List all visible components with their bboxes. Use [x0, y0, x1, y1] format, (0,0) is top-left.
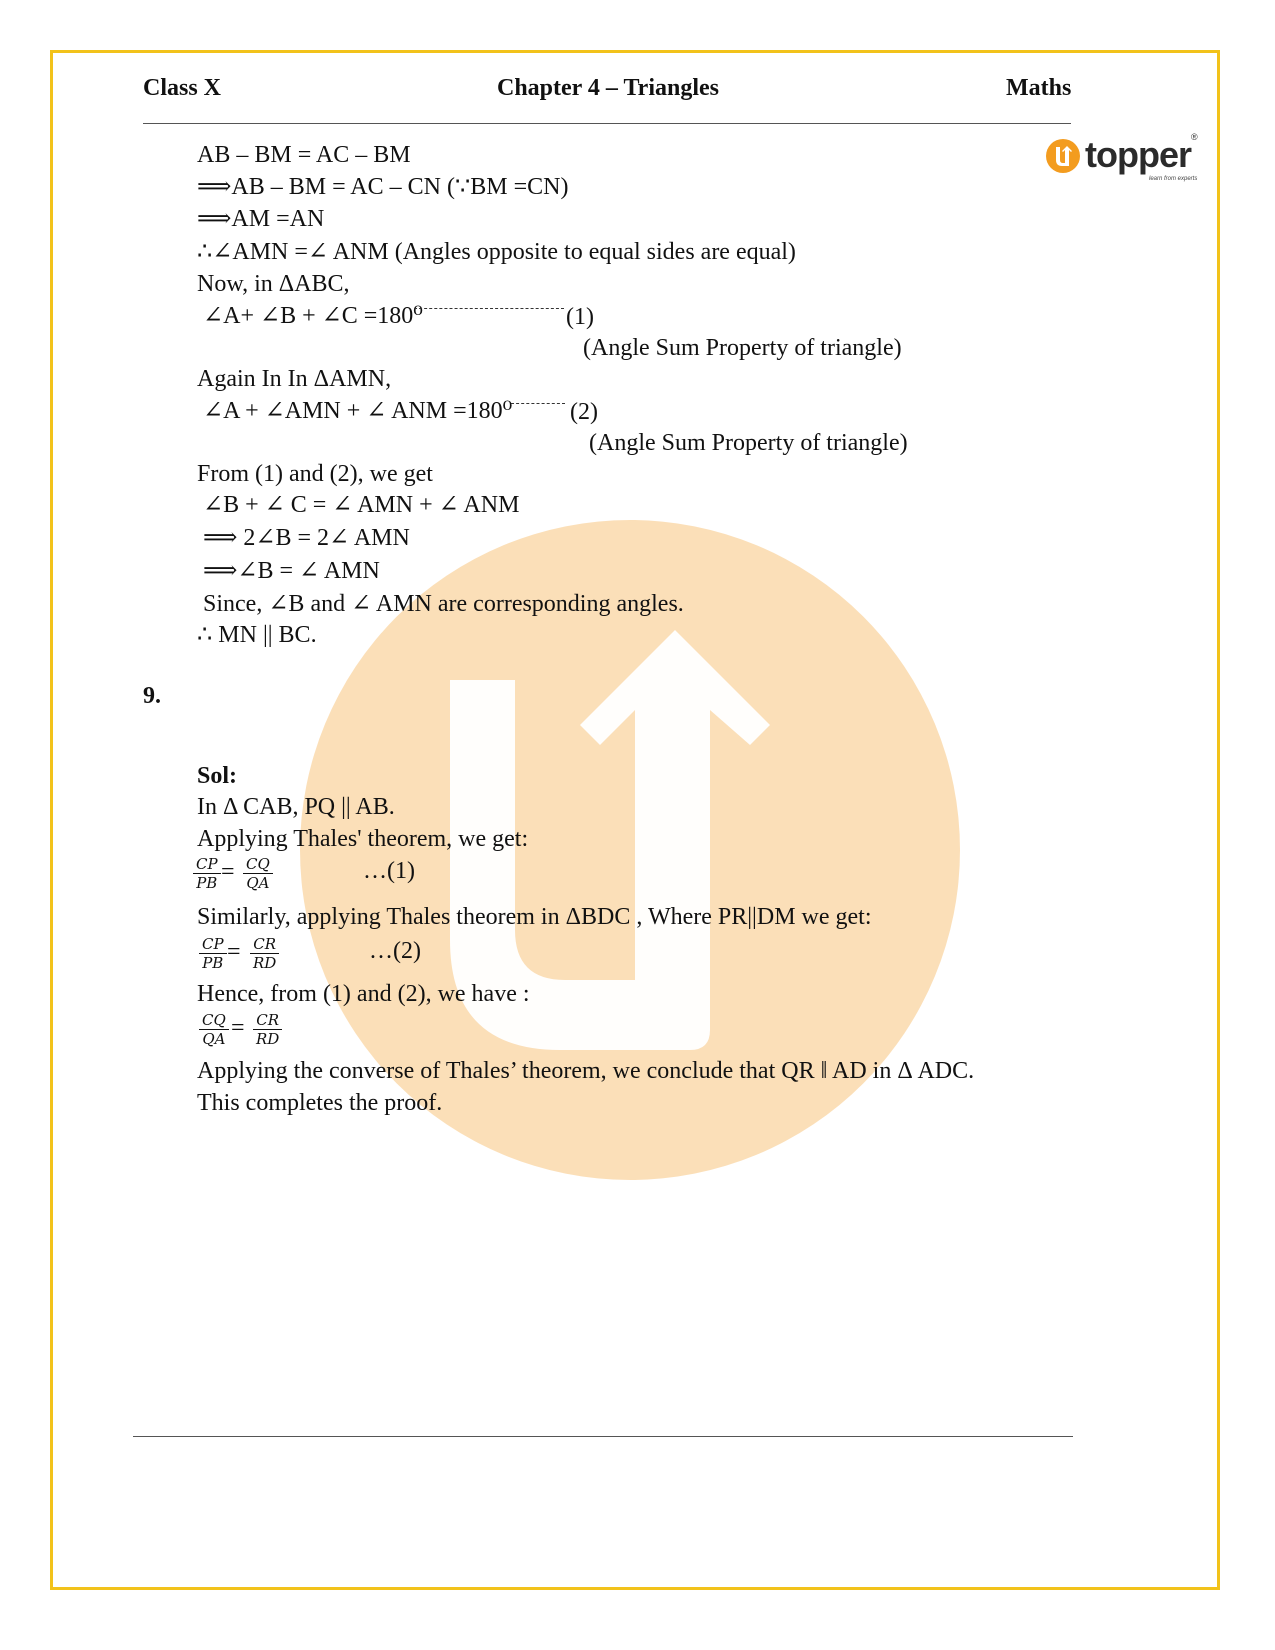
numerator: CP — [202, 935, 224, 953]
equation-tag: (1) — [566, 304, 594, 330]
proof-line: ∠A+ ∠B + ∠C =180⁰ — [203, 303, 423, 329]
denominator: PB — [199, 953, 227, 972]
footer-rule — [133, 1436, 1073, 1437]
header-chapter: Chapter 4 – Triangles — [497, 75, 720, 101]
numerator: CQ — [246, 855, 270, 873]
logo-registered: ® — [1191, 132, 1198, 142]
proof-note: (Angle Sum Property of triangle) — [583, 335, 902, 361]
solution-line: Applying the converse of Thales’ theorem, we conclude that QR ‖ AD in Δ ADC. — [197, 1058, 975, 1084]
numerator: CR — [256, 1011, 280, 1029]
denominator: PB — [193, 873, 221, 892]
dash-leader — [414, 308, 564, 309]
proof-line: ∴∠AMN =∠ ANM (Angles opposite to equal sides are equal) — [197, 239, 796, 265]
header-subject: Maths — [1006, 75, 1072, 101]
solution-line: In Δ CAB, PQ || AB. — [197, 794, 395, 820]
numerator: CQ — [202, 1011, 226, 1029]
question-number: 9. — [143, 683, 161, 709]
fraction — [250, 935, 279, 972]
proof-line: Again In In ΔAMN, — [197, 366, 392, 392]
proof-line: ⟹AB – BM = AC – CN (∵BM =CN) — [197, 174, 569, 200]
proof-line: Now, in ΔABC, — [197, 271, 350, 297]
proof-line: ⟹∠B = ∠ AMN — [203, 558, 380, 584]
numerator: CR — [253, 935, 277, 953]
denominator: RD — [253, 1029, 282, 1048]
solution-label: Sol: — [197, 763, 238, 789]
equals-sign: = — [221, 859, 235, 885]
topper-logo-icon — [1045, 138, 1081, 174]
numerator: CP — [196, 855, 218, 873]
denominator: QA — [243, 873, 273, 892]
proof-note: (Angle Sum Property of triangle) — [589, 430, 908, 456]
equation-tag: …(1) — [363, 858, 415, 884]
proof-line: ⟹AM =AN — [197, 206, 325, 232]
denominator: RD — [250, 953, 279, 972]
solution-line: Hence, from (1) and (2), we have : — [197, 981, 530, 1007]
proof-line: Since, ∠B and ∠ AMN are corresponding angles. — [203, 591, 684, 617]
proof-line: ⟹ 2∠B = 2∠ AMN — [203, 525, 410, 551]
denominator: QA — [199, 1029, 229, 1048]
dash-leader — [511, 403, 565, 404]
solution-line: Similarly, applying Thales theorem in ΔBDC , Where PR||DM we get: — [197, 904, 872, 930]
proof-line: ∠A + ∠AMN + ∠ ANM =180⁰ — [203, 398, 513, 424]
proof-line: ∴ MN || BC. — [197, 622, 317, 648]
header-class: Class X — [143, 75, 222, 101]
proof-line: ∠B + ∠ C = ∠ AMN + ∠ ANM — [203, 492, 520, 518]
header-rule — [143, 123, 1071, 124]
fraction — [199, 935, 227, 972]
solution-line: This completes the proof. — [197, 1090, 443, 1116]
fraction — [243, 855, 273, 892]
fraction — [253, 1011, 282, 1048]
topper-logo — [1045, 132, 1205, 188]
equals-sign: = — [227, 939, 241, 965]
equation-tag: (2) — [570, 399, 598, 425]
logo-wordmark: topper — [1085, 134, 1191, 175]
equation-tag: …(2) — [369, 938, 421, 964]
fraction — [199, 1011, 229, 1048]
logo-tagline: learn from experts — [1149, 176, 1198, 182]
proof-line: From (1) and (2), we get — [197, 461, 433, 487]
fraction — [193, 855, 221, 892]
equals-sign: = — [231, 1015, 245, 1041]
solution-line: Applying Thales' theorem, we get: — [197, 826, 529, 852]
proof-line: AB – BM = AC – BM — [197, 142, 411, 168]
